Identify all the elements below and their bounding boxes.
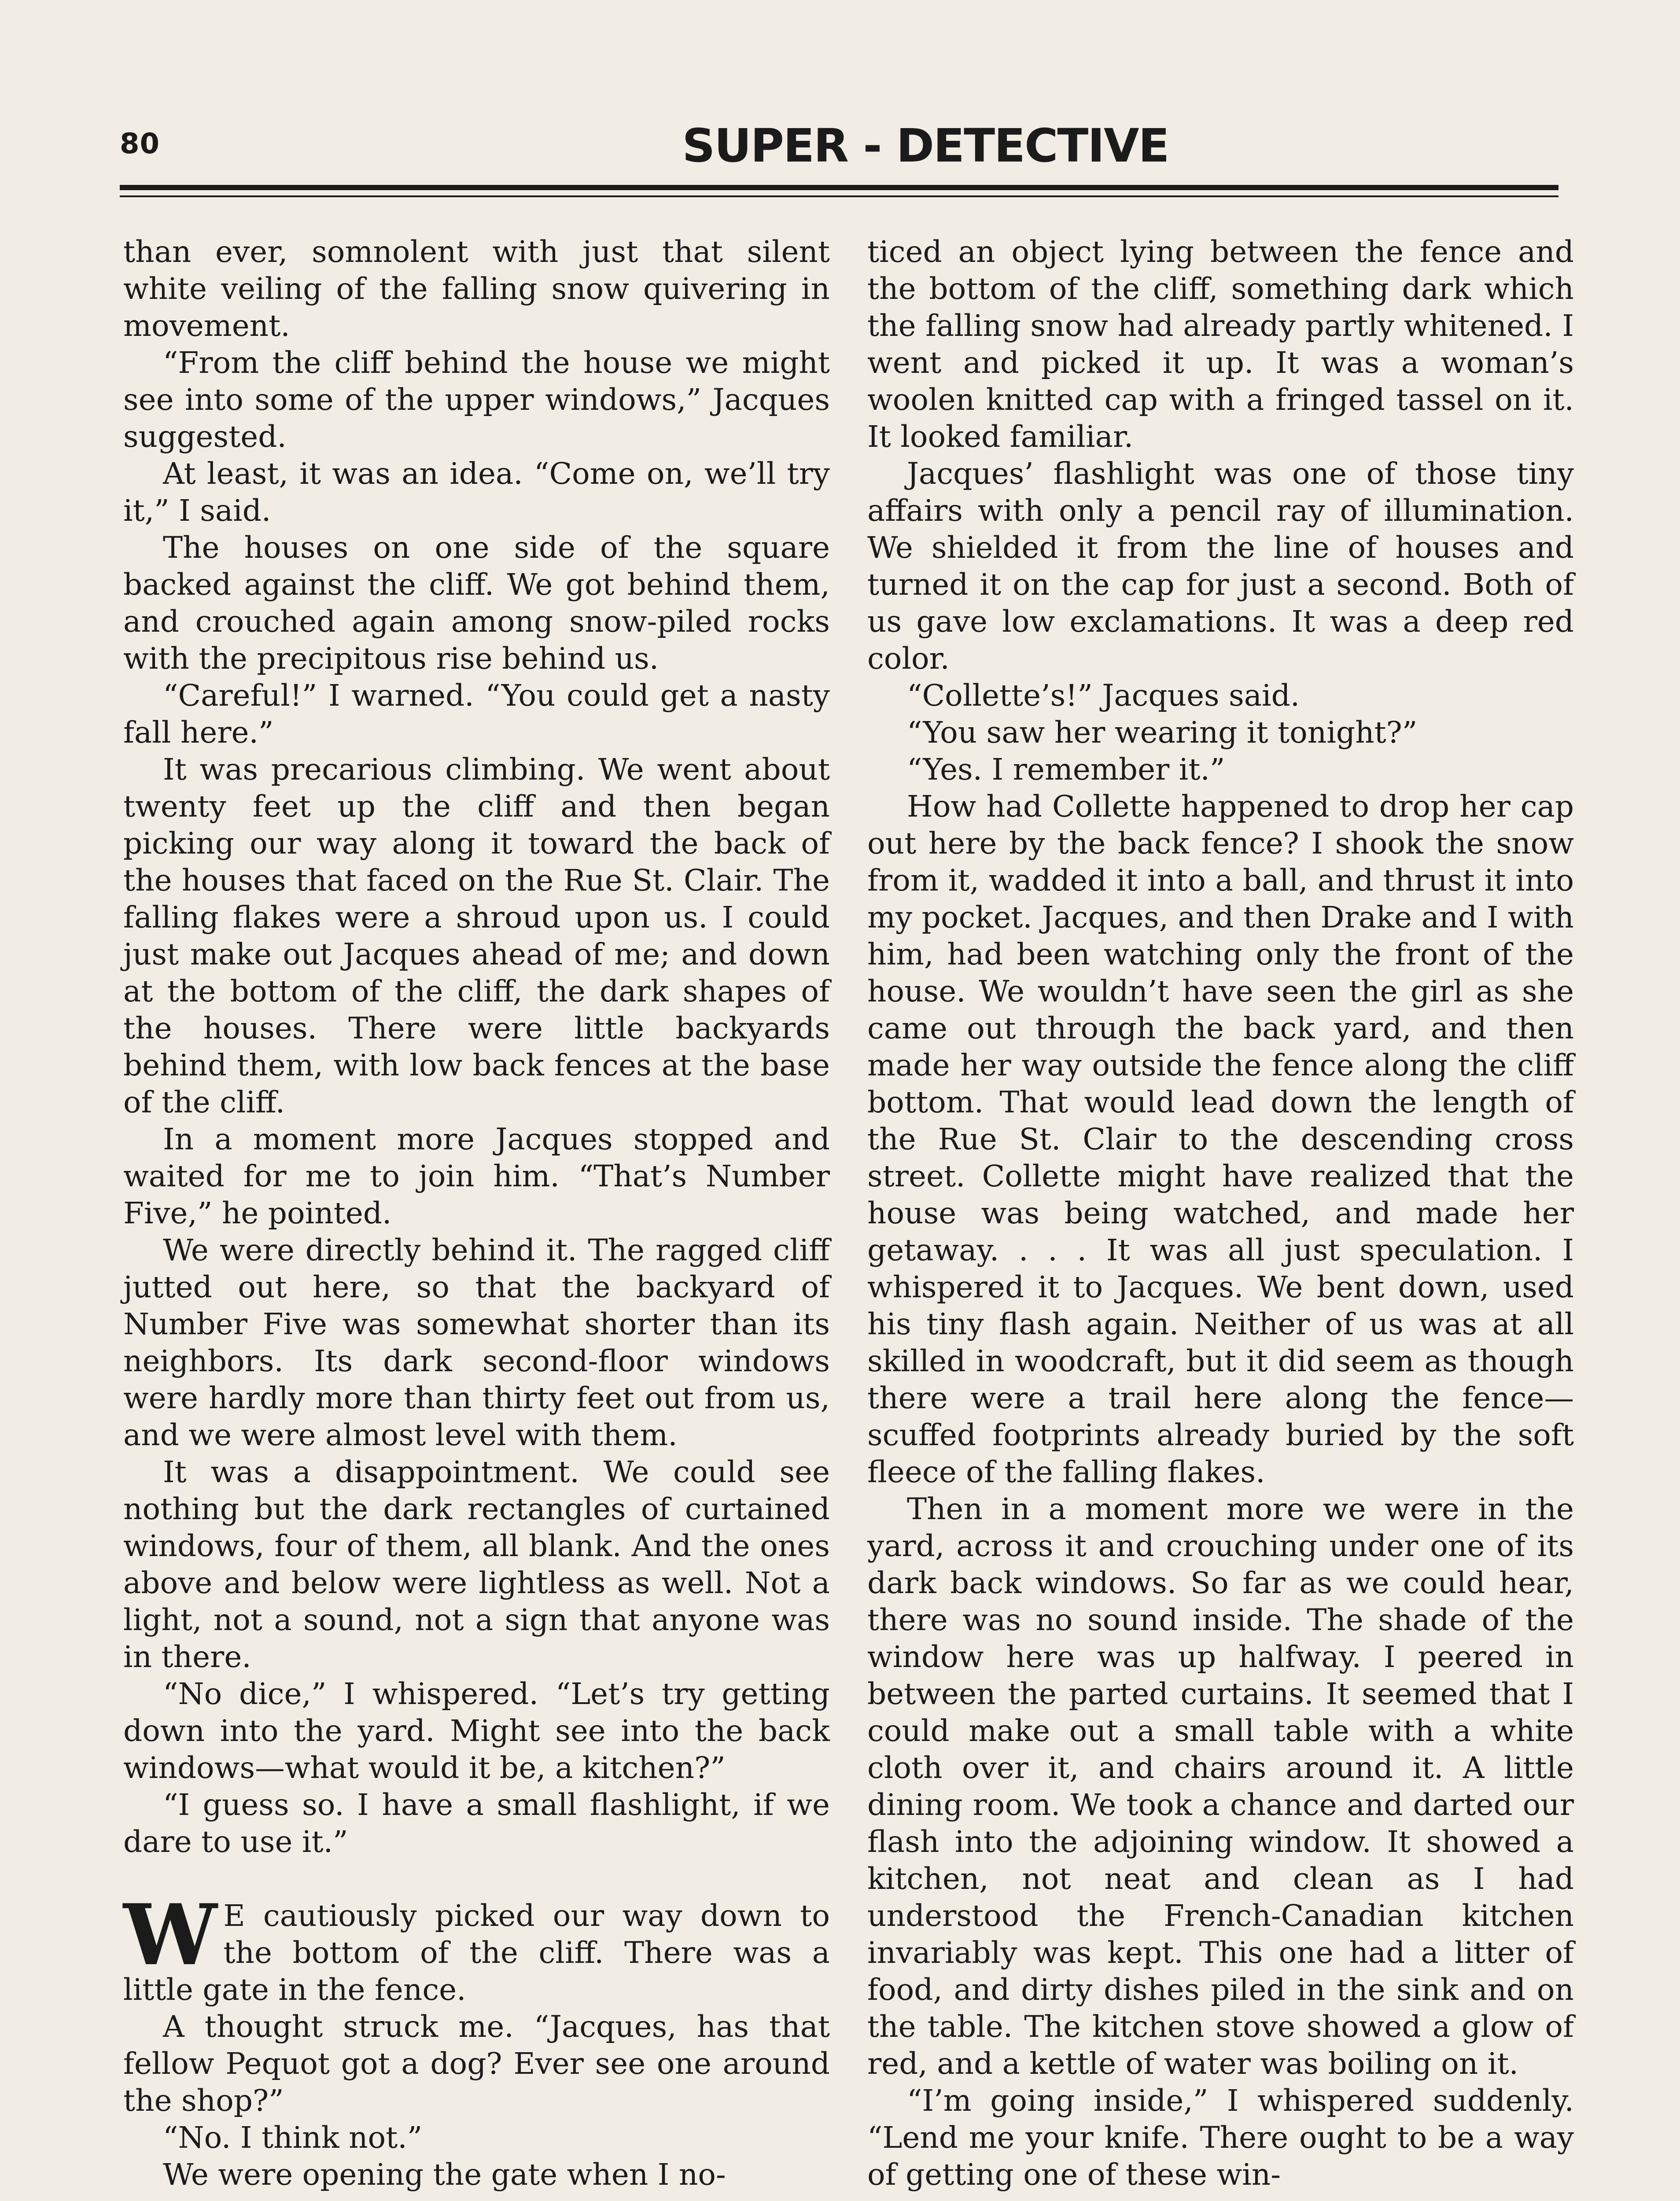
- paragraph: We were opening the gate when I no-: [163, 2157, 726, 2192]
- paragraph: “Careful!” I warned. “You could get a nasty fall here.”: [123, 678, 830, 750]
- paragraph: ticed an object lying between the fence and the bottom of the cliff, something dark which the falling snow had already partly whitened. I went and picked it up. It was a woman’s woolen knitted cap with a fringed tassel on it. It looked familiar.: [867, 234, 1574, 454]
- paragraph: At least, it was an idea. “Come on, we’ll try it,” I said.: [123, 456, 830, 528]
- paragraph: It was precarious climbing. We went about twenty feet up the cliff and then began picking our way along it toward the back of the houses that faced on the Rue St. Clair. The falling flakes were a shroud upon us. I could just make out Jacques ahead of me; and down at the bottom of the cliff, the dark shapes of the houses. There were little backyards behind them, with low back fences at the base of the cliff.: [123, 752, 830, 1119]
- paragraph: A thought struck me. “Jacques, has that fellow Pequot got a dog? Ever see one around the shop?”: [123, 2009, 830, 2118]
- drop-cap: W: [123, 1886, 217, 1984]
- paragraph: Jacques’ flashlight was one of those tiny affairs with only a pencil ray of illumination. We shielded it from the line of houses and turned it on the cap for just a second. Both of us gave low exclamations. It was a deep red color.: [867, 456, 1574, 676]
- header-rule: [120, 185, 1558, 190]
- dropcap-paragraph-text: E cautiously picked our way down to the bottom of the cliff. There was a little gate in the fence.: [123, 1898, 830, 2007]
- page-header: [120, 119, 1558, 185]
- paragraph: “No dice,” I whispered. “Let’s try getting down into the yard. Might see into the back windows—what would it be, a kitchen?”: [123, 1676, 830, 1785]
- page-number: 80: [120, 128, 160, 160]
- paragraph: “I guess so. I have a small flashlight, if we dare to use it.”: [123, 1787, 830, 1859]
- paragraph: In a moment more Jacques stopped and waited for me to join him. “That’s Number Five,” he pointed.: [123, 1122, 830, 1230]
- section-break: [123, 1860, 830, 1897]
- paragraph: “I’m going inside,” I whispered suddenly. “Lend me your knife. There ought to be a way of getting one of these win-: [867, 2083, 1574, 2192]
- paragraph: It was a disappointment. We could see nothing but the dark rectangles of curtained windows, four of them, all blank. And the ones above and below were lightless as well. Not a light, not a sound, not a sign that anyone was in there.: [123, 1454, 830, 1674]
- dropcap-paragraph: [123, 1886, 830, 2008]
- paragraph: How had Collette happened to drop her cap out here by the back fence? I shook the snow from it, wadded it into a ball, and thrust it into my pocket. Jacques, and then Drake and I with him, had been watching only the front of the house. We wouldn’t have seen the girl as she came out through the back yard, and then made her way outside the fence along the cliff bottom. That would lead down the length of the Rue St. Clair to the descending cross street. Collette might have realized that the house was being watched, and made her getaway. . . . It was all just speculation. I whispered it to Jacques. We bent down, used his tiny flash again. Neither of us was at all skilled in woodcraft, but it did seem as though there were a trail here along the fence—scuffed footprints already buried by the soft fleece of the falling flakes.: [867, 789, 1574, 1489]
- paragraph: “You saw her wearing it tonight?”: [907, 715, 1418, 750]
- paragraph: “From the cliff behind the house we might see into some of the upper windows,” Jacques suggested.: [123, 345, 830, 454]
- magazine-title: SUPER - DETECTIVE: [682, 119, 1169, 173]
- paragraph: than ever, somnolent with just that silent white veiling of the falling snow quivering in movement.: [123, 234, 830, 343]
- left-column: [123, 233, 830, 2193]
- paragraph: The houses on one side of the square backed against the cliff. We got behind them, and crouched again among snow-piled rocks with the precipitous rise behind us.: [123, 530, 830, 676]
- paragraph: “Collette’s!” Jacques said.: [907, 678, 1300, 713]
- paragraph: “No. I think not.”: [163, 2120, 423, 2155]
- paragraph: Then in a moment more we were in the yard, across it and crouching under one of its dark back windows. So far as we could hear, there was no sound inside. The shade of the window here was up halfway. I peered in between the parted curtains. It seemed that I could make out a small table with a white cloth over it, and chairs around it. A little dining room. We took a chance and darted our flash into the adjoining window. It showed a kitchen, not neat and clean as I had understood the French-Canadian kitchen invariably was kept. This one had a litter of food, and dirty dishes piled in the sink and on the table. The kitchen stove showed a glow of red, and a kettle of water was boiling on it.: [867, 1491, 1574, 2081]
- paragraph: We were directly behind it. The ragged cliff jutted out here, so that the backyard of Number Five was somewhat shorter than its neighbors. Its dark second-floor windows were hardly more than thirty feet out from us, and we were almost level with them.: [123, 1233, 830, 1452]
- right-column: [867, 233, 1574, 2193]
- header-rule-thin: [120, 195, 1558, 197]
- paragraph: “Yes. I remember it.”: [907, 752, 1225, 787]
